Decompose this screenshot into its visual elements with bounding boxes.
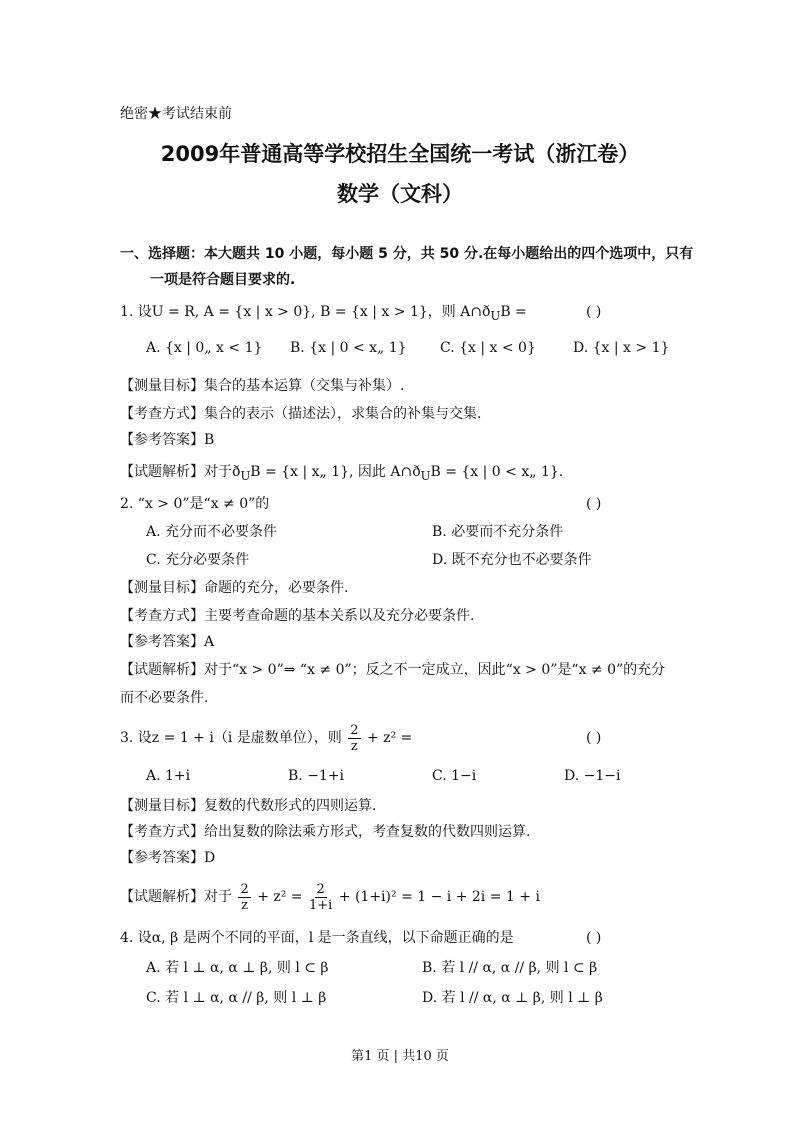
q1-option-d: D. {x | x > 1}: [573, 340, 670, 356]
q2-stem: 2. “x > 0”是“x ≠ 0”的: [120, 496, 270, 512]
q1-target: 【测量目标】集合的基本运算（交集与补集）.: [120, 378, 405, 394]
q1-method: 【考查方式】集合的表示（描述法），求集合的补集与交集.: [120, 406, 482, 422]
q2-analysis-line1: 【试题解析】对于“x > 0”⇒ “x ≠ 0”；反之不一定成立，因此“x > 0”是“x ≠ 0”的充分: [120, 662, 666, 678]
q3-answer-blank: ( ): [586, 730, 602, 746]
q3-analysis-fraction-1: [238, 882, 250, 913]
q3-stem-post: + z² =: [366, 730, 413, 746]
q3-stem-pre: 3. 设z = 1 + i（i 是虚数单位），则: [120, 730, 342, 746]
q1-stem-sub: U: [490, 308, 501, 323]
q4-option-b: B. 若 l // α, α // β, 则 l ⊂ β: [422, 960, 598, 976]
q1-analysis-sub: U: [240, 468, 251, 483]
q1-option-b: B. {x | 0 < x„ 1}: [290, 340, 407, 356]
q2-analysis-line2: 而不必要条件.: [120, 690, 209, 706]
q4-answer-blank: ( ): [586, 930, 602, 946]
q1-stem-tail: B =: [500, 304, 527, 320]
q3-analysis: [120, 880, 540, 914]
q4-option-c: C. 若 l ⊥ α, α // β, 则 l ⊥ β: [146, 990, 327, 1006]
exam-subtitle: 数学（文科）: [337, 182, 463, 206]
q2-answer: 【参考答案】A: [120, 634, 215, 650]
q2-option-d: D. 既不充分也不必要条件: [432, 552, 592, 568]
q3-stem: [120, 722, 412, 754]
q3-option-a: A. 1+i: [146, 768, 191, 784]
q3-analysis-fraction-2: [309, 882, 332, 913]
q3-frac-den: z: [350, 738, 358, 754]
q3-target: 【测量目标】复数的代数形式的四则运算.: [120, 798, 377, 814]
q2-answer-blank: ( ): [586, 496, 602, 512]
q1-answer: 【参考答案】B: [120, 432, 215, 448]
q1-answer-blank: ( ): [586, 304, 602, 320]
q1-analysis-tail: B = {x | 0 < x„ 1}.: [430, 464, 564, 480]
q3-option-c: C. 1−i: [432, 768, 477, 784]
q3-answer: 【参考答案】D: [120, 850, 216, 866]
page-footer: 第1 页 | 共10 页: [351, 1049, 449, 1064]
q3-a-den2: 1+i: [309, 897, 333, 913]
q1-stem-text: 1. 设U = R, A = {x | x > 0}, B = {x | x > 1}，则 A∩ð: [120, 304, 491, 320]
confidential-mark: 绝密★考试结束前: [120, 106, 232, 122]
q3-analysis-mid: + z² =: [257, 889, 303, 905]
q3-a-num2: 2: [316, 881, 325, 897]
q4-stem: 4. 设α, β 是两个不同的平面，l 是一条直线，以下命题正确的是: [120, 930, 514, 946]
q3-a-den1: z: [241, 897, 249, 913]
q2-option-b: B. 必要而不充分条件: [432, 524, 564, 540]
q1-option-c: C. {x | x < 0}: [440, 340, 536, 356]
q1-analysis-mid: B = {x | x„ 1}, 因此 A∩ð: [250, 464, 421, 480]
q2-target: 【测量目标】命题的充分，必要条件.: [120, 580, 349, 596]
exam-title: 2009年普通高等学校招生全国统一考试（浙江卷）: [160, 142, 640, 166]
section-heading-line2: 一项是符合题目要求的.: [150, 272, 296, 288]
q1-option-a: A. {x | 0„ x < 1}: [146, 340, 263, 356]
q3-analysis-tail: + (1+i)² = 1 − i + 2i = 1 + i: [338, 889, 540, 905]
q3-frac-num: 2: [350, 722, 359, 738]
q2-option-a: A. 充分而不必要条件: [146, 524, 278, 540]
q2-method: 【考查方式】主要考查命题的基本关系以及充分必要条件.: [120, 608, 475, 624]
q4-option-d: D. 若 l // α, α ⊥ β, 则 l ⊥ β: [422, 990, 603, 1006]
section-heading-line1: 一、选择题：本大题共 10 小题，每小题 5 分，共 50 分.在每小题给出的四个选项中，只有: [120, 246, 694, 262]
q3-option-d: D. −1−i: [564, 768, 621, 784]
q3-a-num1: 2: [240, 881, 249, 897]
q4-option-a: A. 若 l ⊥ α, α ⊥ β, 则 l ⊂ β: [146, 960, 329, 976]
q1-stem: [120, 302, 527, 326]
q1-analysis-text: 【试题解析】对于ð: [120, 464, 241, 480]
q2-option-c: C. 充分必要条件: [146, 552, 250, 568]
q3-option-b: B. −1+i: [288, 768, 345, 784]
q3-fraction: [348, 723, 360, 754]
q1-analysis: [120, 462, 563, 486]
q1-analysis-sub2: U: [420, 468, 431, 483]
q3-method: 【考查方式】给出复数的除法乘方形式，考查复数的代数四则运算.: [120, 824, 531, 840]
q3-analysis-pre: 【试题解析】对于: [120, 889, 232, 905]
